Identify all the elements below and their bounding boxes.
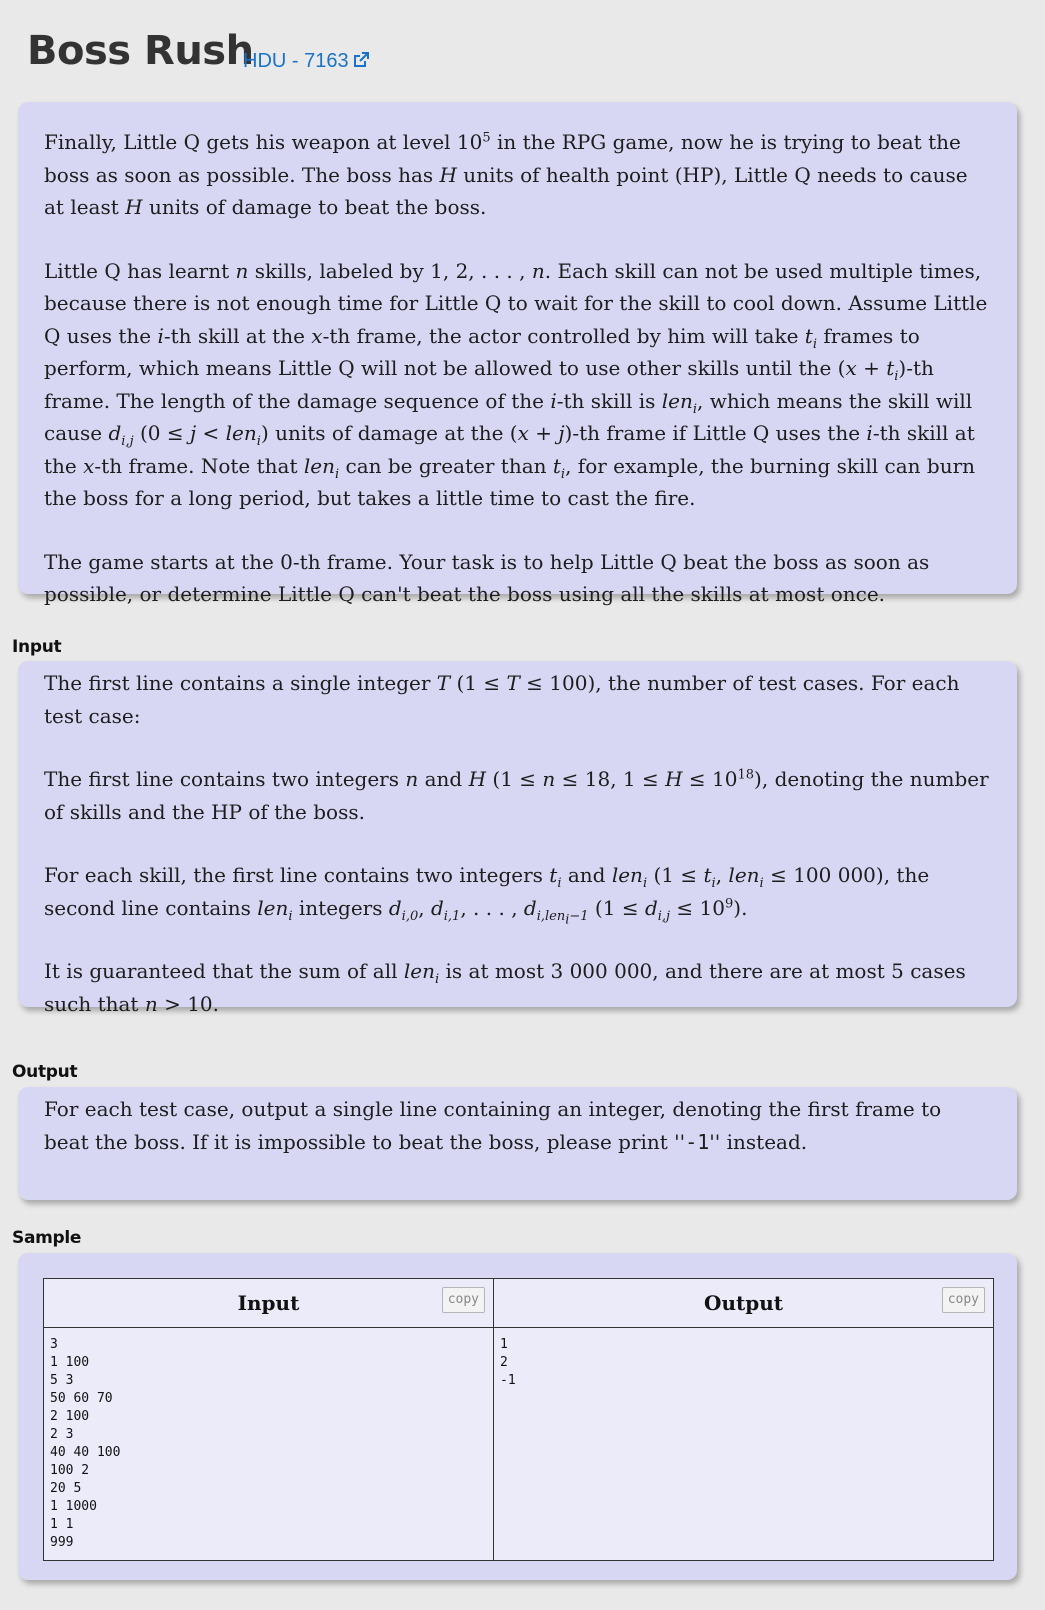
sample-input-text[interactable]: 3 1 100 5 3 50 60 70 2 100 2 3 40 40 100 100 2 20 5 1 1000 1 1 999: [44, 1328, 494, 1561]
input-section-label: Input: [12, 637, 62, 657]
sample-output-title: Output: [704, 1290, 783, 1315]
input-paragraph-4: It is guaranteed that the sum of all len$_i$ is at most 3 000 000, and there are at most 5 cases such that n > 10.: [44, 959, 966, 1016]
input-paragraph-2: The first line contains two integers n and H (1 ≤ n ≤ 18, $1 \le H \le 10^{18}$), denoting the number of skills and the HP of the boss.: [44, 767, 989, 824]
problem-title: Boss Rush: [27, 28, 254, 74]
problem-source-link[interactable]: [243, 50, 370, 73]
input-paragraph-1: The first line contains a single integer T (1 ≤ T ≤ 100), the number of test cases. For each test case:: [44, 671, 960, 728]
output-card: [18, 1087, 1017, 1200]
statement-paragraph-2: Little Q has learnt n skills, labeled by 1, 2, . . . , n. Each skill can not be used multiple times, because there is not enough time for Little Q to wait for the skill to cool down. Assume Little Q uses the i-th skill at the x-th frame, the actor controlled by him will take $t_i$ frames to perform, which means Little Q will not be allowed to use other skills until the $(x + t_i)-th$ frame. The length of the damage sequence of the i-th skill is len$_i$, which means the skill will cause $d_{i,j}$ (0 ≤ j < len$_i$) units of damage at the (x + j)-th frame if Little Q uses the i-th skill at the x-th frame. Note that len$_i$ can be greater than $t_i$, for example, the burning skill can burn the boss for a long period, but takes a little time to cast the fire.: [44, 258, 988, 510]
page-header: [0, 0, 1045, 100]
sample-input-title: Input: [237, 1290, 300, 1315]
copy-output-button[interactable]: copy: [942, 1287, 985, 1313]
input-paragraph-3: For each skill, the first line contains two integers $t_i$ and len$_i$ ($1 \le t_i$, len$_i$ ≤ 100 000), the second line contains len$_i$ integers $d_{i,0}$, $d_{i,1}$, . . . , $d_{i,len_i-1}$ $(1 \le d_{i,j} \le 10^9)$.: [44, 863, 930, 928]
input-card: [18, 661, 1017, 1016]
source-label: HDU - 7163: [243, 50, 349, 72]
output-paragraph-1: For each test case, output a single line containing an integer, denoting the first frame to beat the boss. If it is impossible to beat the boss, please print ''-1'' instead.: [44, 1097, 942, 1154]
sample-card: [18, 1253, 1017, 1580]
sample-table: [43, 1278, 994, 1561]
sample-section-label: Sample: [12, 1228, 82, 1248]
statement-paragraph-1: Finally, Little Q gets his weapon at level $10^5$ in the RPG game, now he is trying to beat the boss as soon as possible. The boss has H units of health point (HP), Little Q needs to cause at least H units of damage to beat the boss.: [44, 130, 968, 219]
external-link-icon: [352, 51, 370, 69]
copy-input-button[interactable]: copy: [442, 1287, 485, 1313]
sample-input-header: [44, 1279, 494, 1328]
output-section-label: Output: [12, 1062, 78, 1082]
statement-card: [18, 102, 1017, 606]
sample-output-header: [494, 1279, 994, 1328]
sample-output-text[interactable]: 1 2 -1: [494, 1328, 994, 1561]
statement-paragraph-3: The game starts at the 0-th frame. Your task is to help Little Q beat the boss as soon as possible, or determine Little Q can't beat the boss using all the skills at most once.: [44, 549, 930, 606]
